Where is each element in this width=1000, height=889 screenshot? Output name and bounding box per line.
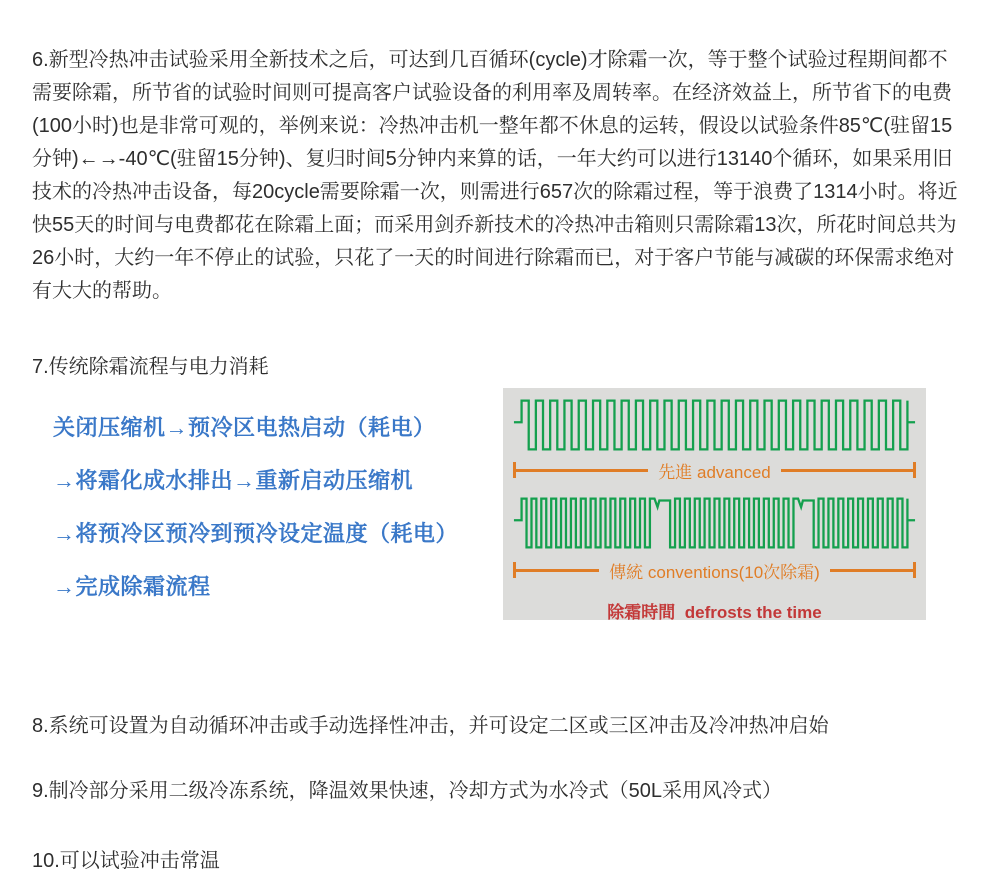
- paragraph-10-ambient-shock: 10.可以试验冲击常温: [32, 850, 220, 872]
- conventional-label: 傳統 conventions(10次除霜): [609, 562, 820, 582]
- defrost-waveform-figure: [503, 388, 926, 620]
- defrost-process-steps: [32, 388, 503, 625]
- dimension-line-segment: [516, 569, 599, 572]
- paragraph-9-refrigeration: 9.制冷部分采用二级冷冻系统，降温效果快速，冷却方式为水冷式（50L采用风冷式）: [32, 780, 783, 802]
- dimension-tick-right: [913, 562, 916, 578]
- dimension-tick-right: [913, 462, 916, 478]
- defrost-step-1: 关闭压缩机→预冷区电热启动（耗电）: [53, 415, 436, 440]
- dimension-line-segment: [516, 469, 648, 472]
- dimension-line-segment: [830, 569, 913, 572]
- dimension-line-segment: [781, 469, 913, 472]
- advanced-label: 先進 advanced: [658, 462, 771, 482]
- paragraph-8-shock-modes: 8.系统可设置为自动循环冲击或手动选择性冲击，并可设定二区或三区冲击及冷冲热冲启始: [32, 715, 829, 737]
- steps-and-figure-row: [32, 388, 967, 625]
- figure-caption: 除霜時間 defrosts the time: [607, 603, 822, 622]
- conventional-waveform-chart: [513, 494, 916, 552]
- paragraph-6-defrost-technology: 6.新型冷热冲击试验采用全新技术之后，可达到几百循环(cycle)才除霜一次，等于整个试验过程期间都不需要除霜，所节省的试验时间则可提高客户试验设备的利用率及周转率。在经济效益上，所节省下的电费(100小时)也是非常可观的，举例来说：冷热冲击机一整年都不休息的运转，假设以试验条件85℃(驻留15分钟)←→-40℃(驻留15分钟)、复归时间5分钟内来算的话，一年大约可以进行13140个循环，如果采用旧技术的冷热冲击设备，每20cycle需要除霜一次，则需进行657次的除霜过程，等于浪费了1314小时。将近快55天的时间与电费都花在除霜上面；而采用剑乔新技术的冷热冲击箱则只需除霜13次，所花时间总共为26小时，大约一年不停止的试验，只花了一天的时间进行除霜而已，对于客户节能与减碳的环保需求绝对有大大的帮助。: [32, 49, 958, 302]
- advanced-waveform-chart: [513, 396, 916, 454]
- defrost-step-4: →完成除霜流程: [53, 574, 211, 599]
- advanced-dimension-line: [513, 460, 916, 480]
- conventional-dimension-line: [513, 560, 916, 580]
- defrost-step-2: →将霜化成水排出→重新启动压缩机: [53, 468, 414, 493]
- defrost-step-3: →将预冷区预冷到预冷设定温度（耗电）: [53, 521, 459, 546]
- paragraph-7-heading: 7.传统除霜流程与电力消耗: [32, 356, 269, 378]
